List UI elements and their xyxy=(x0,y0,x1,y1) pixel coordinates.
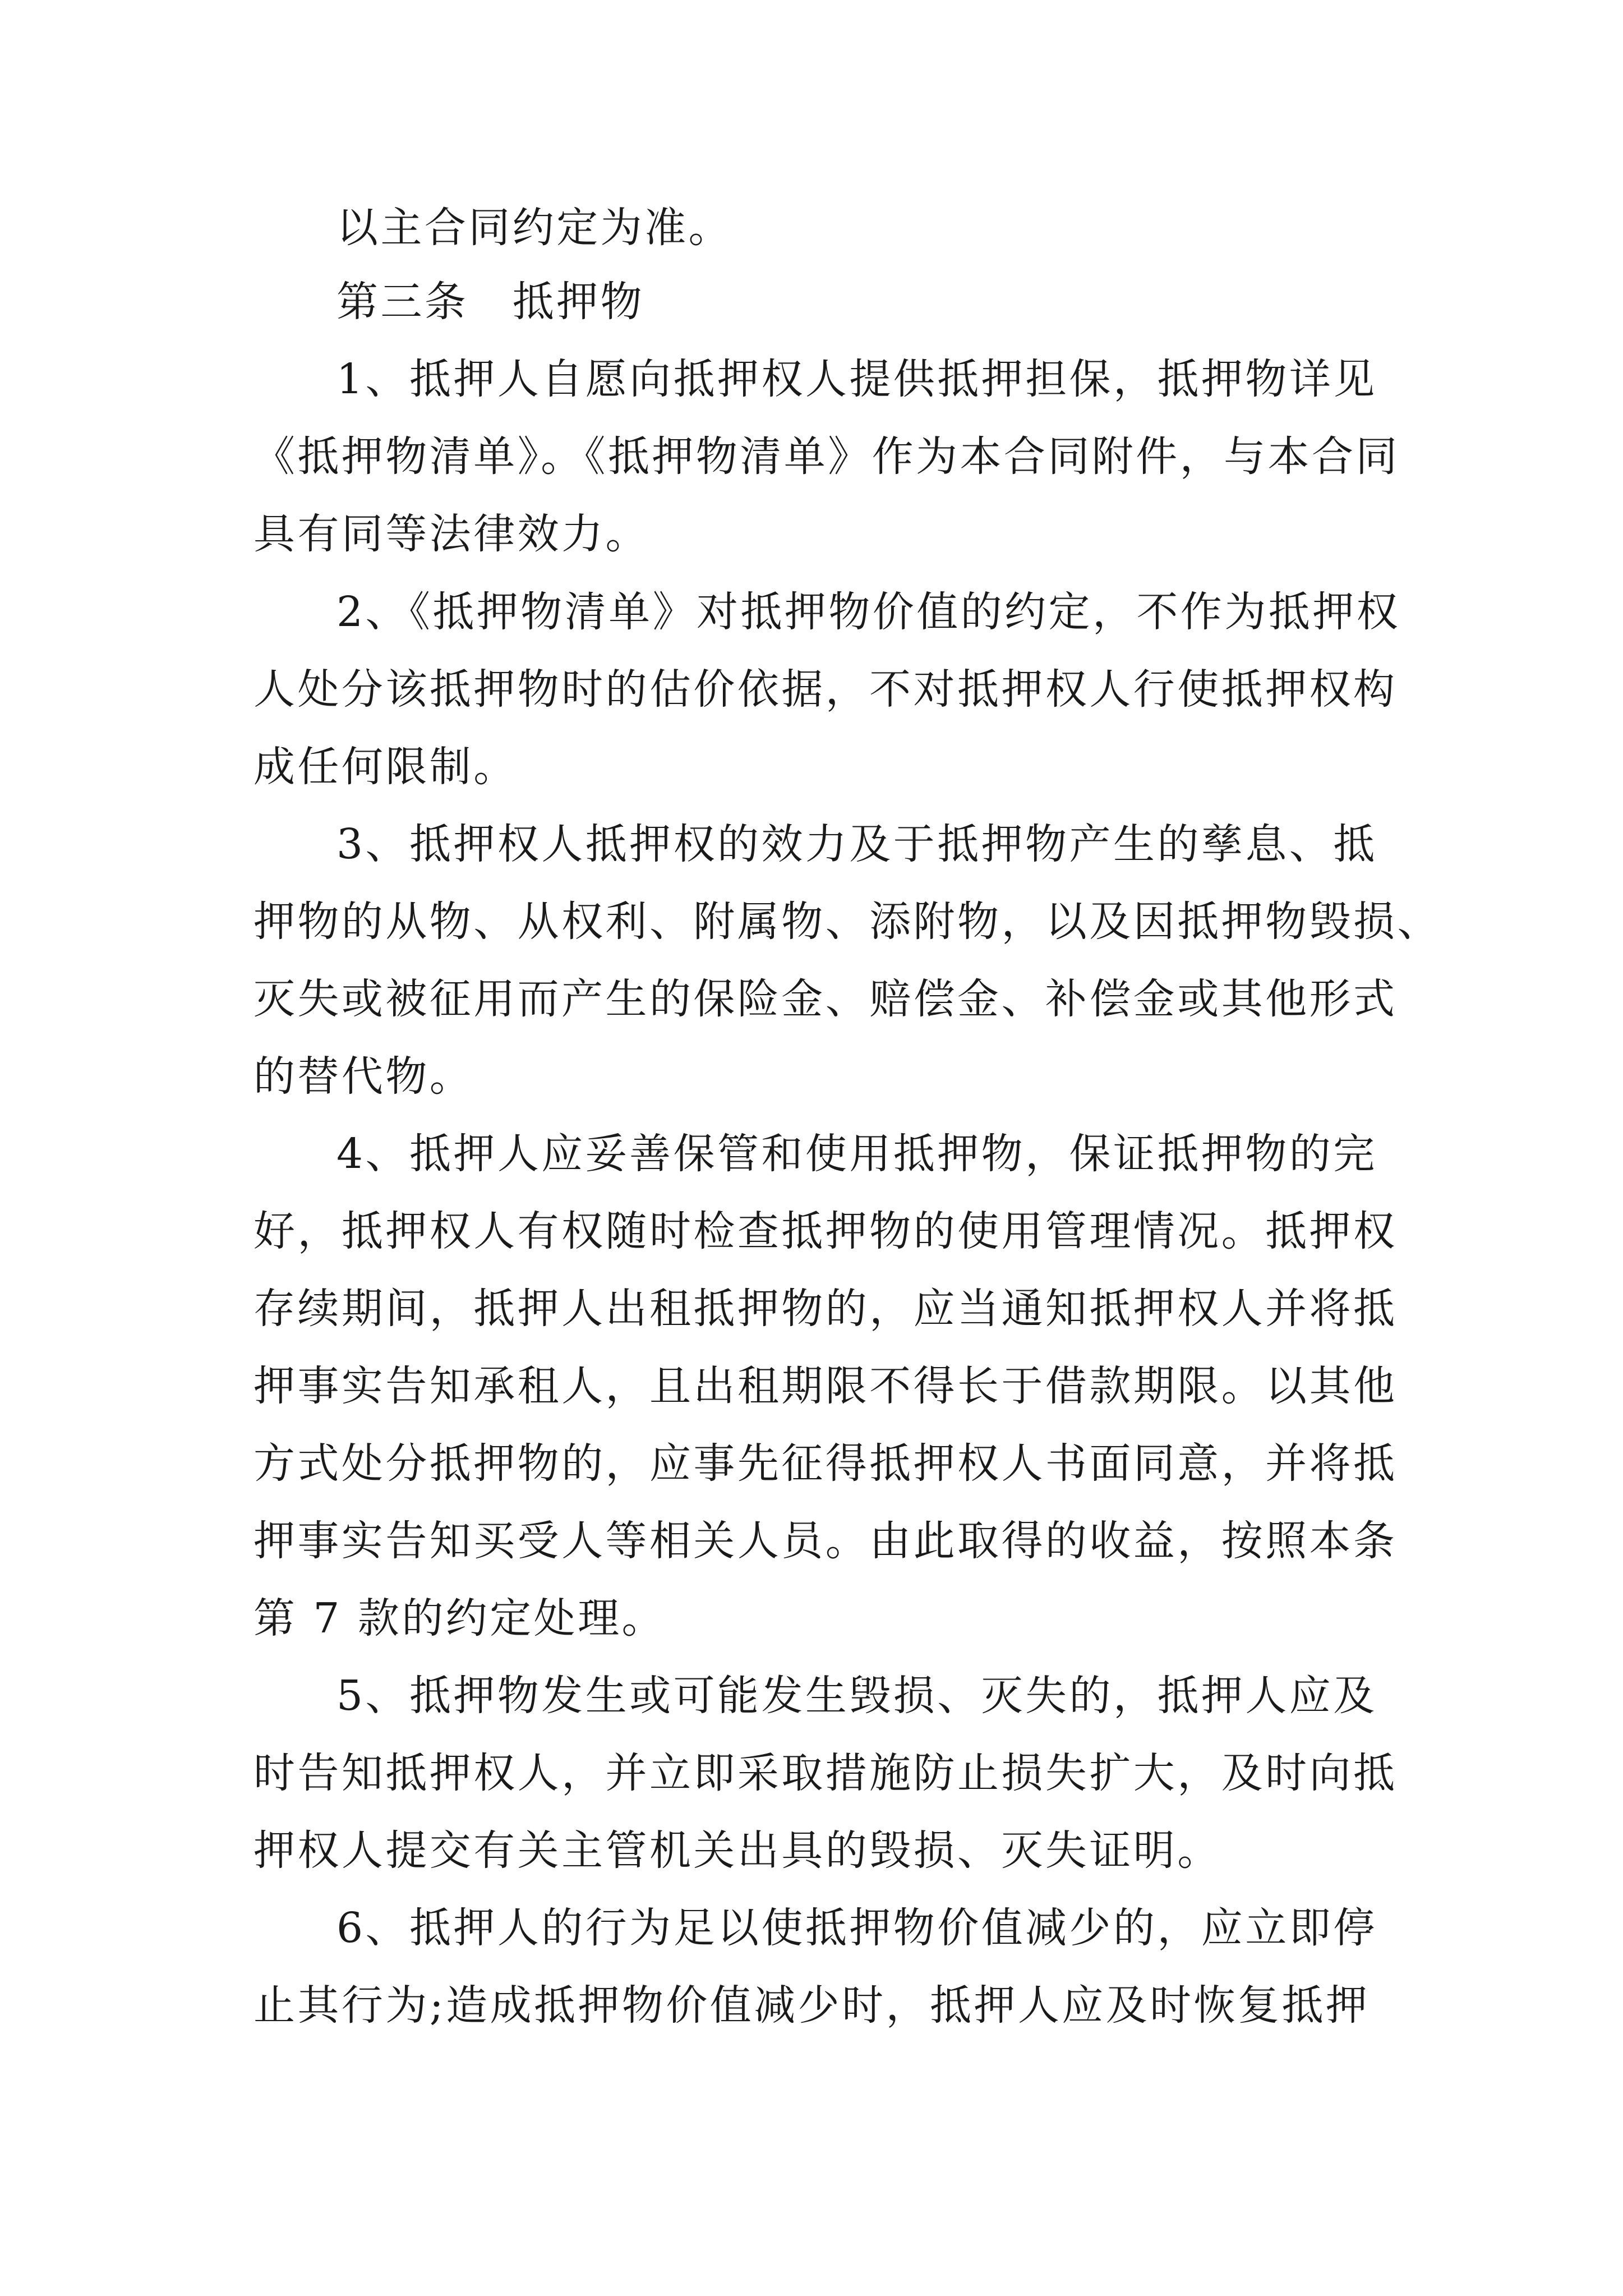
text-line: 止其行为;造成抵押物价值减少时，抵押人应及时恢复抵押 xyxy=(253,1981,1370,2030)
text-line: 4、抵押人应妥善保管和使用抵押物，保证抵押物的完 xyxy=(336,1130,1377,1178)
text-line: 2、《抵押物清单》对抵押物价值的约定，不作为抵押权 xyxy=(336,588,1401,636)
text-line: 好，抵押权人有权随时检查抵押物的使用管理情况。抵押权 xyxy=(253,1207,1398,1255)
text-line: 的替代物。 xyxy=(253,1052,474,1101)
text-line: 押事实告知承租人，且出租期限不得长于借款期限。以其他 xyxy=(253,1362,1398,1410)
text-line: 1、抵押人自愿向抵押权人提供抵押担保，抵押物详见 xyxy=(336,355,1377,403)
text-line: 存续期间，抵押人出租抵押物的，应当通知抵押权人并将抵 xyxy=(253,1285,1398,1333)
text-line: 成任何限制。 xyxy=(253,743,518,791)
section-heading: 第三条 抵押物 xyxy=(336,278,645,326)
text-line: 以主合同约定为准。 xyxy=(336,204,732,252)
text-line: 第 7 款的约定处理。 xyxy=(253,1594,666,1642)
text-line: 5、抵押物发生或可能发生毁损、灭失的，抵押人应及 xyxy=(336,1672,1377,1720)
text-line: 3、抵押权人抵押权的效力及于抵押物产生的孳息、抵 xyxy=(336,820,1377,868)
text-line: 具有同等法律效力。 xyxy=(253,510,649,558)
text-line: 押事实告知买受人等相关人员。由此取得的收益，按照本条 xyxy=(253,1517,1398,1565)
text-line: 方式处分抵押物的，应事先征得抵押权人书面同意，并将抵 xyxy=(253,1439,1398,1488)
text-line: 6、抵押人的行为足以使抵押物价值减少的，应立即停 xyxy=(336,1904,1377,1952)
text-line: 灭失或被征用而产生的保险金、赔偿金、补偿金或其他形式 xyxy=(253,975,1398,1023)
text-line: 押权人提交有关主管机关出具的毁损、灭失证明。 xyxy=(253,1826,1221,1875)
text-line: 时告知抵押权人，并立即采取措施防止损失扩大，及时向抵 xyxy=(253,1749,1398,1797)
text-line: 《抵押物清单》。《抵押物清单》作为本合同附件，与本合同 xyxy=(253,432,1400,481)
text-line: 人处分该抵押物时的估价依据，不对抵押权人行使抵押权构 xyxy=(253,665,1398,714)
text-line: 押物的从物、从权利、附属物、添附物，以及因抵押物毁损、 xyxy=(253,898,1441,946)
